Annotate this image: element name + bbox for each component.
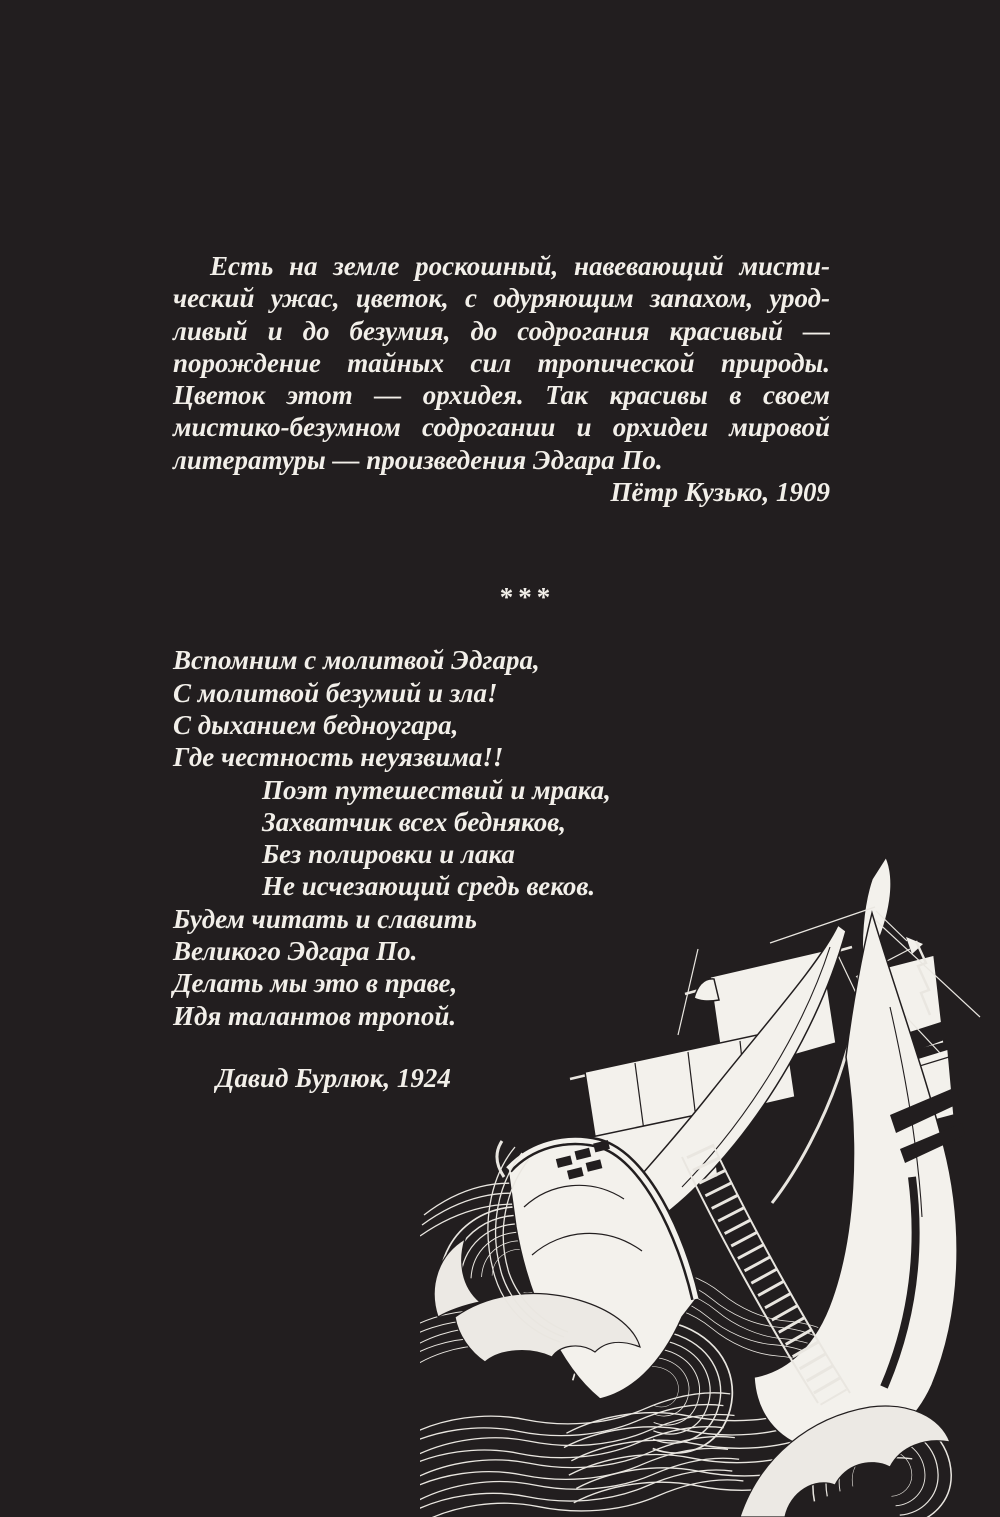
poem-line: Идя талантов тропой. <box>173 1000 457 1031</box>
ship-illustration <box>420 847 1000 1517</box>
poem-line: Не исчезающий средь веков. <box>262 871 596 902</box>
poem-attribution: Давид Бурлюк, 1924 <box>216 1062 451 1093</box>
epigraph-line: мистико-безумном содрогании и орхидеи мировой <box>173 412 830 443</box>
poem-line: Будем читать и славить <box>173 903 477 934</box>
poem-line: Захватчик всех бедняков, <box>262 806 567 837</box>
poem-line: Поэт путешествий и мрака, <box>262 774 611 805</box>
poem-line: Без полировки и лака <box>262 839 515 870</box>
epigraph-attribution: Пётр Кузько, 1909 <box>610 477 830 508</box>
epigraph-line: Есть на земле роскошный, навевающий мисти- <box>210 251 830 281</box>
epigraph-line: ческий ужас, цветок, с одуряющим запахом, урод- <box>173 283 830 314</box>
poem-line: Вспомним с молитвой Эдгара, <box>173 645 540 676</box>
section-separator: *** <box>499 582 556 613</box>
epigraph-block <box>173 250 830 508</box>
epigraph-line: порождение тайных сил тропической природы. <box>173 347 830 378</box>
poem-line: Где честность неуязвима!! <box>173 742 504 773</box>
epigraph-line: литературы — произведения Эдгара По. <box>173 444 663 475</box>
poem-line: С дыханием бедноугара, <box>173 709 459 740</box>
poem-line: С молитвой безумий и зла! <box>173 677 498 708</box>
epigraph-line: ливый и до безумия, до содрогания красивый — <box>173 315 830 346</box>
poem-line: Делать мы это в праве, <box>173 968 458 999</box>
poem-line: Великого Эдгара По. <box>173 936 418 967</box>
epigraph-line: Цветок этот — орхидея. Так красивы в своем <box>173 380 830 411</box>
